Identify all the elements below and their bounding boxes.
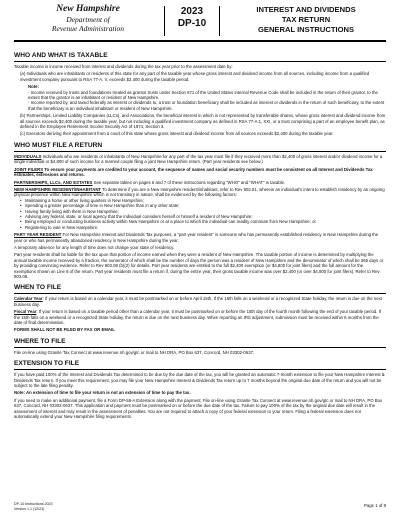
title-line-2: TAX RETURN [281,15,331,24]
paragraph-extension-1: If you have paid 100% of the Interest and Dividends Tax determined to be due by the due date of the tax, you will be granted an automatic 7-month extension to file your New Hampshire Interest & Dividends Tax return. If you meet this requirement, you may file your New Hampshire Interest & Dividends Tax return up to 7 months beyond the original due date of the return and you will not be subject to the late filing penalty. [14,372,385,389]
term-fiscal-year: Fiscal Year [14,309,37,315]
term-individuals: INDIVIDUALS [14,153,42,159]
paragraph-extension-2: If you need to make an additional payment, file a Form DP-59-A Extension along with the payment. File on-line using Granite Tax Connect at www.revenue.nh.gov/gtc or mail to NH DRA, PO Box 637, Concord, NH 03302-0637. This application and payment must be postmarked on or before the due date of the tax. Failure to pay 100% of the tax by the original due date will result in the assessment of interest and may result in the assessment of penalties. You are not required to attach a copy of your federal extension to your return. Filing a federal extension does not automatically extend your New Hampshire filing requirements. [14,397,383,420]
paragraph-a: (a) Individuals who are inhabitants or residents of this state for any part of the taxable year whose gross interest and dividend income from all sources, including income from a qualified investment company pursuant to RSA 77-A, V, exceeds $2,400 during the taxable period. [20,71,370,82]
agency-block [28,4,148,33]
term-partnerships: PARTNERSHIPS, LLCs, AND ESTATES [14,179,93,185]
text-individuals: Individuals who are residents or inhabitants of New Hampshire for any part of the tax year must file if they received more than $2,400 of gross interest and/or dividend income for a single individual or $4,800 of such income for a married couple filing a joint New Hampshire return. (Part year residents see below.) [14,153,383,165]
list-item: • Having family living with them in New Hampshire; [20,209,386,214]
note-item-1: - Income received by trusts and foundations treated as grantor trusts under Section 671 of the United States Internal Revenue Code shall be included in the return of their grantor, to the extent that the grantor is an inhabitant or resident of New Hampshire. [28,89,378,101]
title-line-3: GENERAL INSTRUCTIONS [257,25,355,34]
section-who-taxable [14,52,386,137]
section-when-to-file [14,284,386,332]
paragraph-partnerships [14,180,386,185]
section-where-to-file [14,338,386,355]
section-who-must-file [14,142,386,280]
paragraph-joint-filers [14,167,386,178]
paragraph-fiscal-year [14,309,386,325]
document-header [14,4,386,38]
text-partnerships: See separate tables on pages 6 and 7 of these instructions regarding "WHO" and "WHAT" is taxable. [92,179,286,185]
fax-notice: FORMS SHALL NOT BE FILED BY FAX OR EMAIL [14,327,115,333]
page-footer [14,502,386,514]
department-line-2: Revenue Administration [51,24,125,33]
text-part-year: For New Hampshire Interest and Dividends Tax purposes, a "part year resident" is someone who has permanently established residency in New Hampshire during the year or who has permanently abandoned residency in New Hampshire during the year. [14,232,379,243]
form-code: DP-10 [177,18,207,29]
paragraph-individuals [14,154,386,165]
text-calendar-year: : If your return is based on a calendar year, it must be postmarked on or before April 15th. If the 15th falls on a weekend or a recognized State holiday, the return is due on the next business day. [14,296,382,307]
paragraph-resident [14,187,386,198]
section-extension [14,360,386,419]
paragraph-c: (c) Executors deriving their appointment from a court of this state whose gross interest and dividend income from all sources exceeds $2,400 during the taxable year. [20,131,334,137]
title-line-1: INTEREST AND DIVIDENDS [256,5,356,14]
list-item: • Spending a greater percentage of time in New Hampshire than in any other state; [20,203,386,208]
term-part-year: PART YEAR RESIDENT [14,232,62,238]
header-rule [14,40,386,42]
state-name: New Hampshire [56,4,120,14]
text-joint-filers: To ensure your payments are credited to your account, the sequence of names and social security numbers must be consistent on all Interest and Dividends Tax estimates, extensions and returns. [14,166,373,178]
form-id-block [164,6,220,36]
section-heading: WHO MUST FILE A RETURN [14,142,386,152]
footer-line-1: DP-10 Instructions 2023 [14,502,53,506]
page-number: Page 1 of 8 [364,503,386,508]
term-resident: NEW HAMPSHIRE RESIDENT/INHABITANT [14,186,102,192]
paragraph-part-year-2: Part year residents shall be liable for the tax upon that portion of income earned when they were a resident of New Hampshire. The taxable portion of income is determined by multiplying the annual taxable income received by a fraction, the numerator of which shall be the number of days the person was a resident of New Hampshire and the denominator of which shall be 365 days or by providing convincing evidence. Refer to Rev 903.08 (b)(2) for details. Part year residents are entitled to the full $2,400 exemption (or $4,800 for joint filers) and the full amount for the exemptions shown on Line 8 of the return. Part year residents must file a return if, during the entire year, their gross taxable income was over $2,400 (or over $4,800 for joint filers). Refer to Rev 903.08. [14,252,384,279]
paragraph: Taxable income is income received from interest and dividends during the tax year prior to the assessment date by: [14,64,233,69]
section-heading: WHEN TO FILE [14,284,386,294]
form-year: 2023 [180,6,204,17]
paragraph-temporary: A temporary absence for any length of time does not change your state of residency. [14,244,175,250]
footer-form-info [14,502,53,511]
list-item: • Advising any federal, state, or local agency that the individual considers herself or himself a resident of New Hampshire; [20,214,386,219]
department-line-1: Department of [66,15,110,24]
paragraph-calendar-year [14,296,386,307]
extension-note: Note: An extension of time to file your return is not an extension of time to pay the tax. [14,390,191,396]
text-resident: To determine if you are a New Hampshire resident/inhabitant, refer to Rev 902.01, wherein an individual's intent to establish residency by an ongoing physical presence within New Hampshire which is not transitory in nature, shall be evidenced by the following factors: [14,186,385,198]
list-item: • Being employed or conducting business activity within New Hampshire or at a place to which the individual can readily commute from New Hampshire; or [20,219,386,224]
paragraph-where: File on-line using Granite Tax Connect at www.revenue.nh.gov/gtc or mail to NH DRA, PO Box 637, Concord, NH 03302-0637. [14,349,255,355]
note-label: Note: [28,84,39,90]
instructions-body [14,52,386,422]
footer-line-2: Version 1.1 (12/23) [14,506,45,511]
note-item-2: - Income reported by, and taxed federally as interest or dividends to, a trust or foundation beneficiary shall be included as interest or dividends in the return of such beneficiary, to the extent that the beneficiary is an individual inhabitant or resident of New Hampshire. [28,100,385,111]
text-fiscal-year: : If your return is based on a taxable period other than a calendar year, it must be postmarked on or before the 15th day of the fourth month following the end of your taxable period. If the 15th falls on a weekend or a recognized State holiday, the return is due on the next business day. When reporting an IRS adjustment, submission must be received within 6 months from the date of final determination. [14,309,382,326]
term-calendar-year: Calendar Year [14,296,43,302]
paragraph-b: (b) Partnerships, Limited Liability Companies (LLCs), and Associations, the beneficial interest in which is not represented by transferable shares, whose gross interest and dividend income from all sources exceeds $2,400 during the taxable year, but not including a qualified investment company as defined in RSA 77-A:1, XXI, or a trust comprising a part of an employee benefit plan, as defined in the Employee Retirement Income Security Act of 1974, Section 3. [20,113,386,130]
list-item: • Registering to vote in New Hampshire. [20,225,386,230]
document-title [226,5,386,35]
list-item: • Maintaining a home or other living quarters in New Hampshire; [20,198,386,203]
term-joint-filers: JOINT FILERS [14,166,44,172]
paragraph-part-year [14,232,386,243]
section-heading: WHO AND WHAT IS TAXABLE [14,52,386,62]
section-heading: WHERE TO FILE [14,338,386,348]
section-heading: EXTENSION TO FILE [14,360,386,370]
residency-factors-list [14,198,386,230]
